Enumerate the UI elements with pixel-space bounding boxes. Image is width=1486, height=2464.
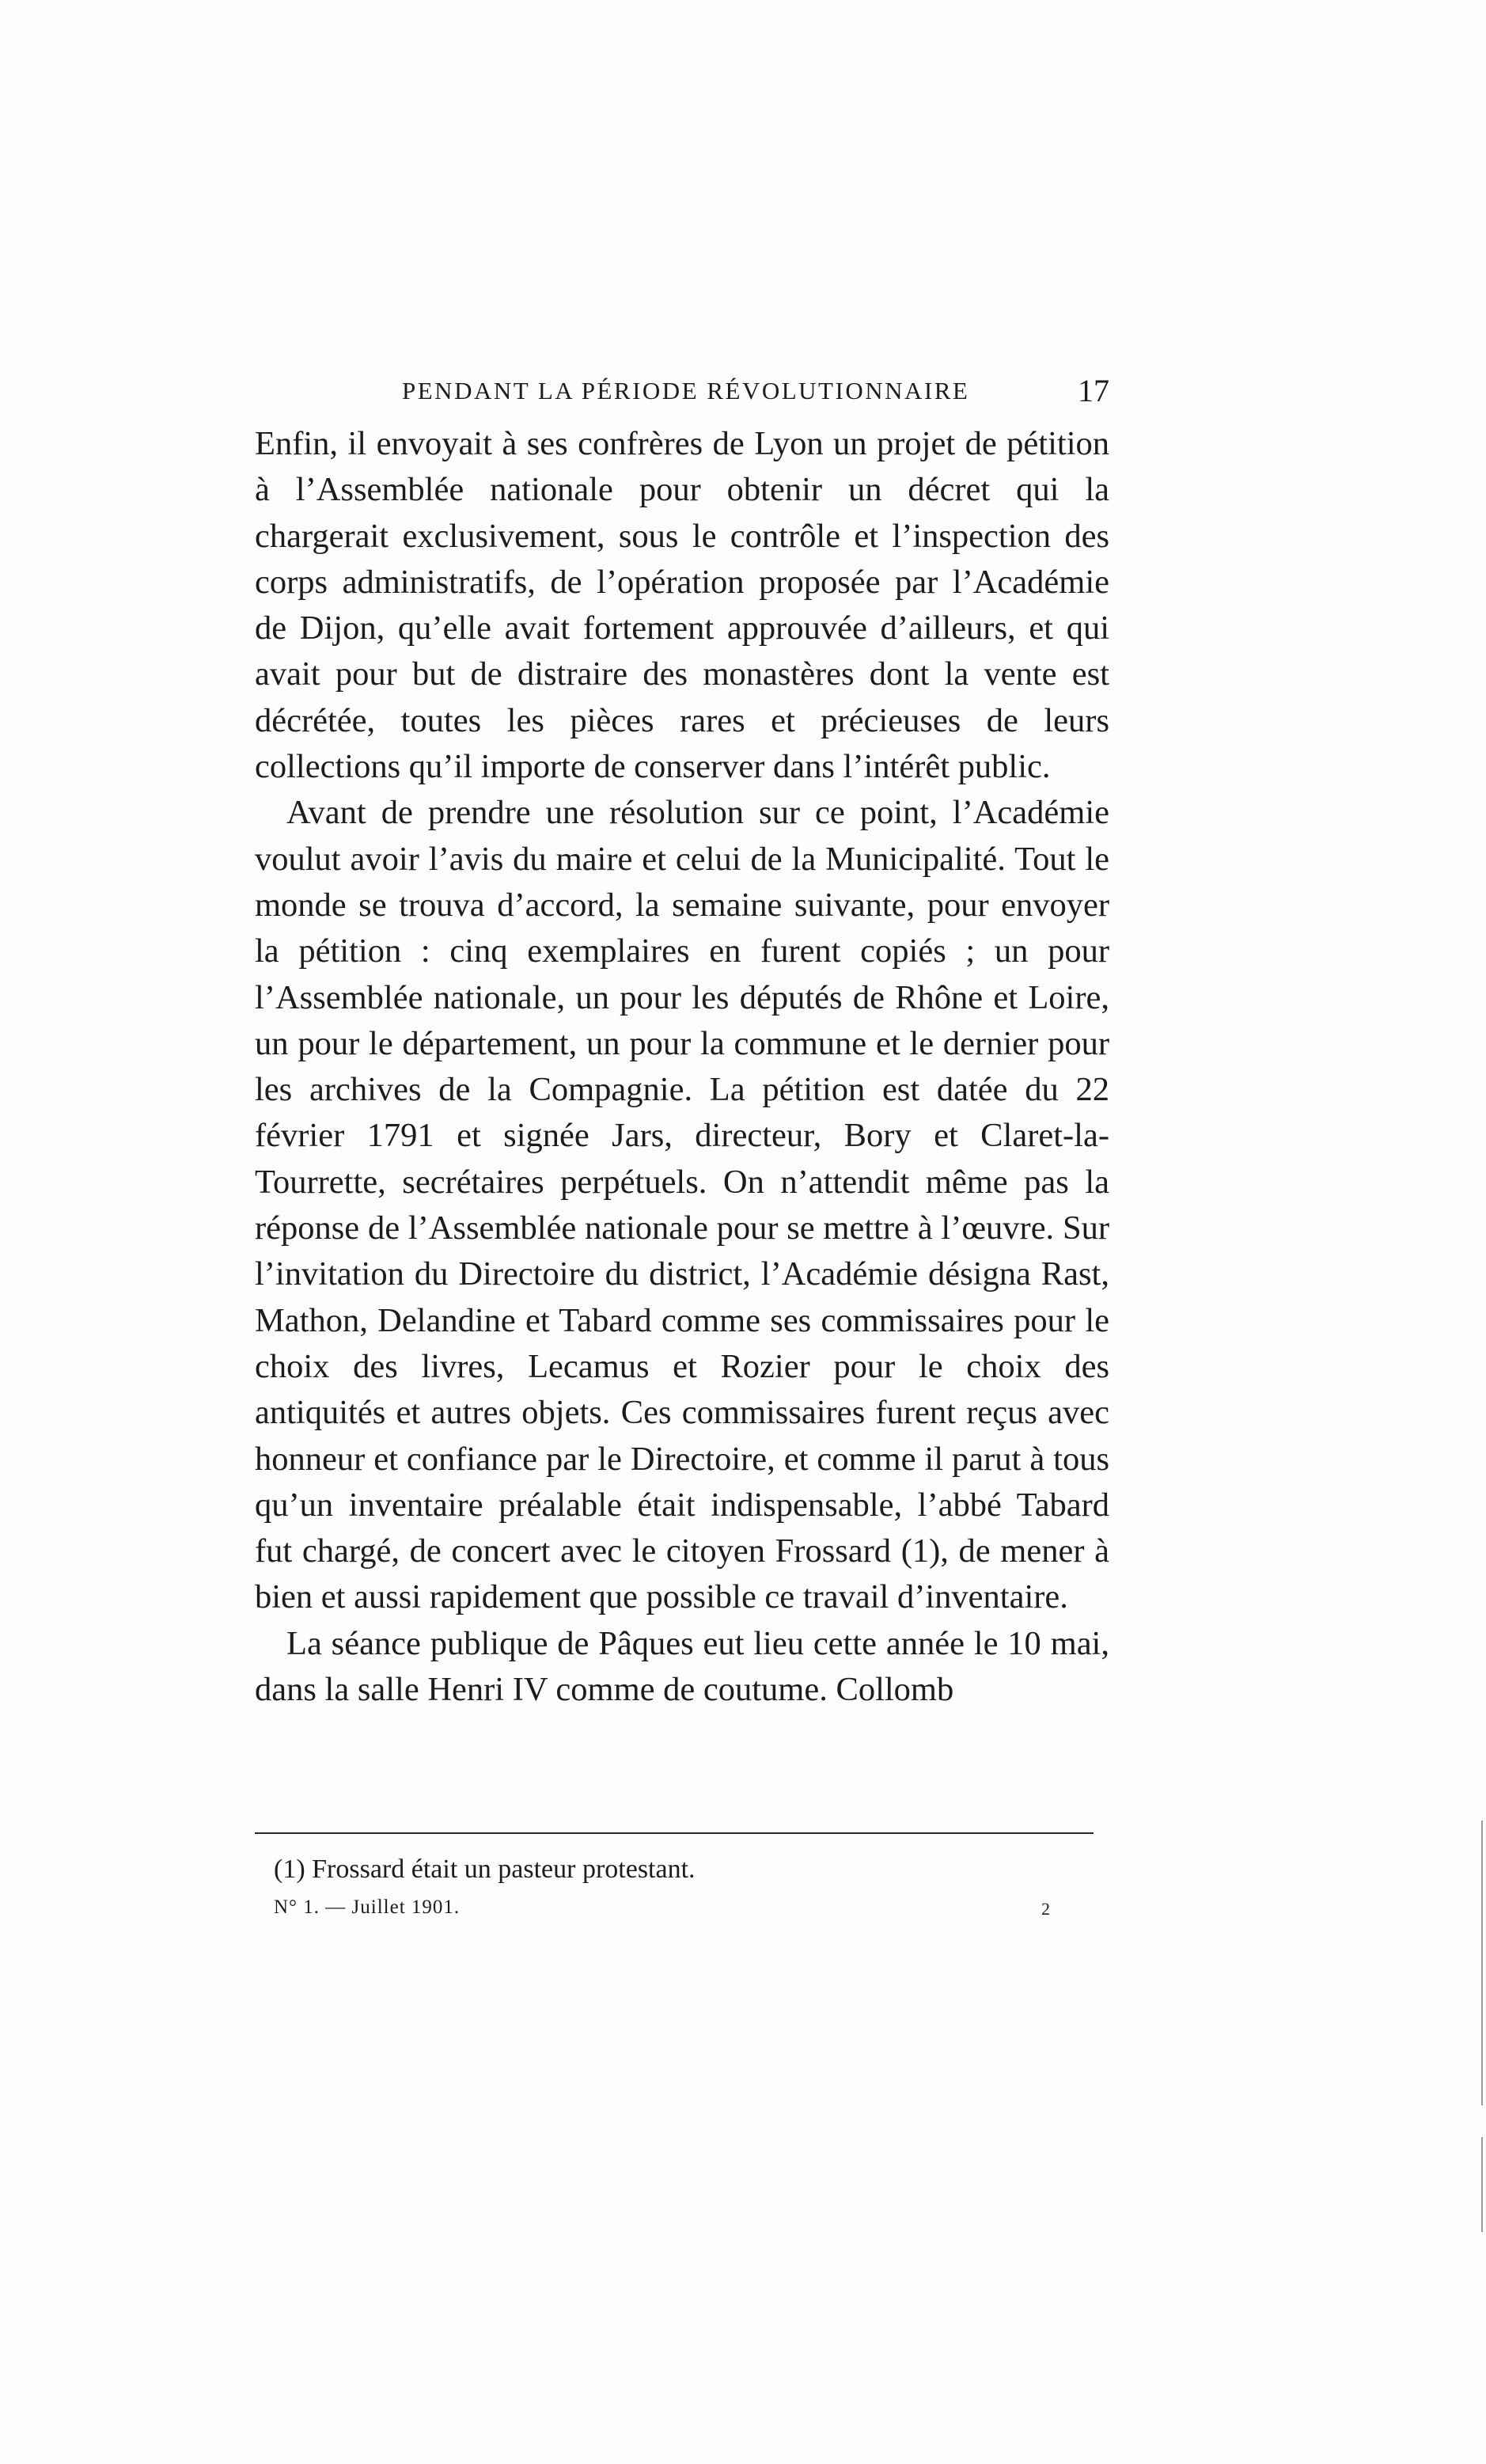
paragraph-2: Avant de prendre une résolution sur ce point, l’Académie voulut avoir l’avis du maire et celui de la Municipalité. Tout le monde se trouva d’accord, la semaine suivante, pour envoyer la pétition : cinq exemplaires en furent copiés ; un pour l’Assemblée nationale, un pour les députés de Rhône et Loire, un pour le département, un pour la commune et le dernier pour les archives de la Compagnie. La pétition est datée du 22 février 1791 et signée Jars, directeur, Bory et Claret-la-Tourrette, secrétaires perpétuels. On n’attendit même pas la réponse de l’Assemblée nationale pour se mettre à l’œuvre. Sur l’invitation du Directoire du district, l’Académie désigna Rast, Mathon, Delandine et Tabard comme ses commissaires pour le choix des livres, Lecamus et Rozier pour le choix des antiquités et autres objets. Ces commissaires furent reçus avec honneur et confiance par le Directoire, et comme il parut à tous qu’un inventaire préalable était indispensable, l’abbé Tabard fut chargé, de concert avec le citoyen Frossard (1), de mener à bien et aussi rapidement que possible ce travail d’inventaire. (255, 794, 1109, 1616)
paragraph-1: Enfin, il envoyait à ses confrères de Lyon un projet de pétition à l’Assemblée nationale pour obtenir un décret qui la chargerait exclusivement, sous le contrôle et l’inspection des corps administratifs, de l’opération proposée par l’Académie de Dijon, qu’elle avait fortement approuvée d’ailleurs, et qui avait pour but de distraire des monastères dont la vente est décrétée, toutes les pièces rares et précieuses de leurs collections qu’il importe de conserver dans l’intérêt public. (255, 425, 1109, 786)
scan-edge-line (1481, 1820, 1483, 2105)
scan-edge-marks (1477, 0, 1486, 2464)
footnote-divider (255, 1832, 1094, 1834)
issue-signature: N° 1. — Juillet 1901. (274, 1896, 461, 1918)
paragraph-3: La séance publique de Pâques eut lieu cette année le 10 mai, dans la salle Henri IV comme de coutume. Collomb (255, 1624, 1109, 1709)
sheet-mark: 2 (1041, 1899, 1050, 1919)
footnote: (1) Frossard était un pasteur protestant. (274, 1855, 696, 1884)
scan-edge-line (1481, 2137, 1483, 2232)
running-head (255, 367, 1109, 415)
page-number: 17 (1078, 373, 1109, 408)
body-text (255, 421, 1109, 1713)
running-title: PENDANT LA PÉRIODE RÉVOLUTIONNAIRE (402, 377, 970, 404)
